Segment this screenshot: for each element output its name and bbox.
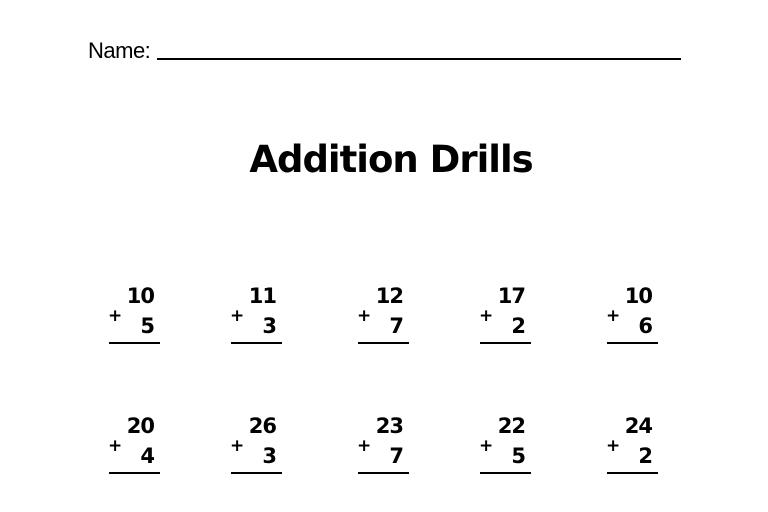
bottom-addend: 5 [140, 314, 154, 338]
bottom-addend: 3 [262, 314, 276, 338]
bottom-addend: 2 [638, 444, 652, 468]
top-addend: 10 [126, 284, 154, 308]
answer-line [480, 472, 531, 474]
plus-sign: + [479, 436, 494, 456]
problem-9 [479, 414, 533, 478]
plus-sign: + [357, 436, 372, 456]
top-addend: 26 [248, 414, 276, 438]
plus-sign: + [230, 306, 245, 326]
plus-sign: + [606, 306, 621, 326]
problem-6 [108, 414, 162, 478]
plus-sign: + [230, 436, 245, 456]
bottom-addend: 6 [638, 314, 652, 338]
top-addend: 10 [624, 284, 652, 308]
problem-8 [357, 414, 411, 478]
answer-line [109, 342, 160, 344]
top-addend: 11 [248, 284, 276, 308]
name-write-line [157, 58, 681, 60]
plus-sign: + [479, 306, 494, 326]
top-addend: 22 [497, 414, 525, 438]
top-addend: 23 [375, 414, 403, 438]
problem-5 [606, 284, 660, 348]
problem-3 [357, 284, 411, 348]
problem-4 [479, 284, 533, 348]
plus-sign: + [357, 306, 372, 326]
answer-line [231, 342, 282, 344]
bottom-addend: 3 [262, 444, 276, 468]
problem-2 [230, 284, 284, 348]
top-addend: 12 [375, 284, 403, 308]
plus-sign: + [108, 306, 123, 326]
name-field [88, 38, 150, 64]
top-addend: 17 [497, 284, 525, 308]
bottom-addend: 7 [389, 444, 403, 468]
name-label: Name: [88, 38, 151, 63]
bottom-addend: 5 [511, 444, 525, 468]
plus-sign: + [108, 436, 123, 456]
bottom-addend: 7 [389, 314, 403, 338]
bottom-addend: 2 [511, 314, 525, 338]
problem-7 [230, 414, 284, 478]
answer-line [607, 342, 658, 344]
answer-line [607, 472, 658, 474]
page-title: Addition Drills [249, 138, 533, 181]
answer-line [358, 342, 409, 344]
top-addend: 24 [624, 414, 652, 438]
problem-10 [606, 414, 660, 478]
answer-line [480, 342, 531, 344]
answer-line [231, 472, 282, 474]
top-addend: 20 [126, 414, 154, 438]
plus-sign: + [606, 436, 621, 456]
problem-1 [108, 284, 162, 348]
bottom-addend: 4 [140, 444, 154, 468]
answer-line [109, 472, 160, 474]
answer-line [358, 472, 409, 474]
